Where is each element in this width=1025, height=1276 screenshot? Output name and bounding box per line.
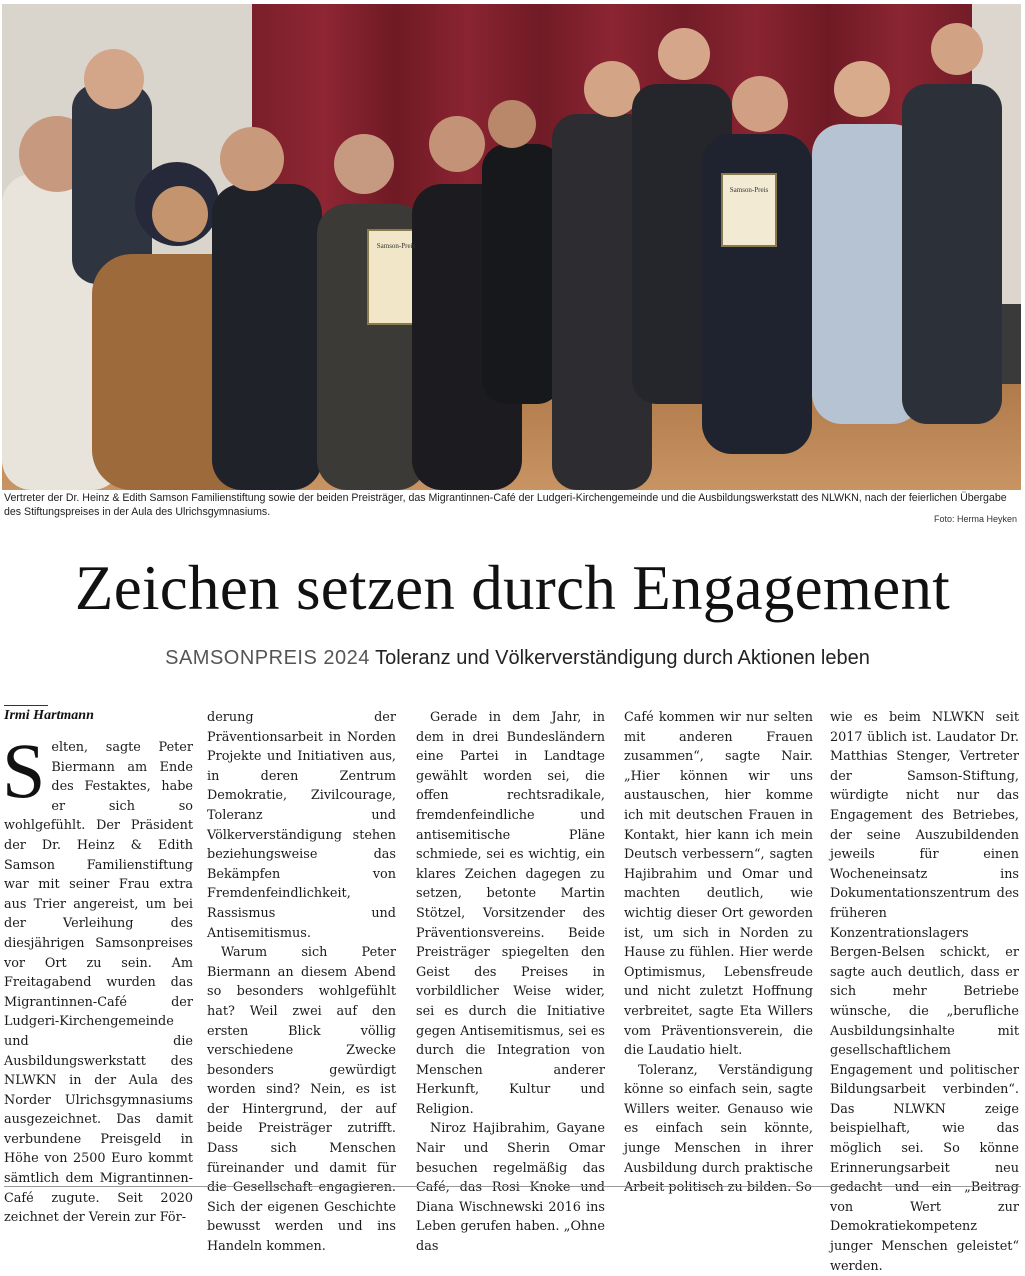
article-column-4 [624,708,813,1198]
byline-rule [4,705,48,706]
photo-credit: Foto: Herma Heyken [933,514,1017,524]
author-byline: Irmi Hartmann [4,708,94,723]
article-column-3 [416,708,605,1257]
kicker: SAMSONPREIS 2024 [165,647,370,669]
paragraph-text: elten, sagte Peter Biermann am Ende des Festaktes, habe er sich so wohlgefühlt. Der Präsident der Dr. Heinz & Edith Samson Familienstiftung war mit seiner Frau extra aus Trier angereist, um bei der Verleihung des diesjährigen Samsonpreises vor Ort zu sein. Am Freitagabend wurden das Migrantinnen-Café der Ludgeri-Kirchengemeinde und die Ausbildungswerkstatt des NLWKN in der Aula des Norder Ulrichsgymnasiums ausgezeichnet. Das damit verbundene Preisgeld in Höhe von 2500 Euro kommt sämtlich dem Migrantinnen-Café zugute. Seit 2020 zeichnet der Verein zur För- [4,740,193,1226]
article-headline: Zeichen setzen durch Engagement [74,553,951,623]
bottom-rule [4,1186,1021,1187]
certificate-label-left: Samson-Preis [376,242,416,250]
paragraph [2,727,193,1228]
article-column-2 [207,708,396,1257]
dropcap: S [2,727,46,814]
paragraph: Toleranz, Verständigung könne so einfach sein, sagte Willers weiter. Genauso wie es einfach sein könnte, junge Menschen in ihrer Ausbildung durch praktische Arbeit politisch zu bilden. So [624,1062,813,1196]
paragraph: derung der Präventionsarbeit in Norden Projekte und Initiativen aus, in deren Zentrum Demokratie, Zivilcourage, Toleranz und Völkerverständigung stehen beziehungsweise das Bekämpfen von Fremdenfeindlichkeit, Rassismus und Antisemitismus. [207,710,396,941]
certificate-label-right: Samson-Preis [729,186,769,194]
group-photo-illustration [2,4,1021,490]
paragraph: Niroz Hajibrahim, Gayane Nair und Sherin Omar besuchen regelmäßig das Café, das Rosi Knoke und Diana Wischnewski 2016 ins Leben gerufen haben. „Ohne das [416,1121,605,1255]
paragraph: Warum sich Peter Biermann an diesem Abend so besonders wohlgefühlt hat? Weil zwei auf den ersten Blick völlig verschiedene Zwecke besonders gewürdigt worden sind? Nein, es ist der Hintergrund, der auf beide Preisträger zutrifft. Dass sich Menschen füreinander und damit für die Gesellschaft engagieren. Sich der eigenen Geschichte bewusst werden und ins Handeln kommen. [207,945,396,1255]
article-column-1 [2,727,193,1228]
photo-caption: Vertreter der Dr. Heinz & Edith Samson Familienstiftung sowie der beiden Preisträger, das Migrantinnen-Café der Ludgeri-Kirchengemeinde und die Ausbildungswerkstatt des NLWKN, nach der feierlichen Übergabe des Stiftungspreises in der Aula des Ulrichsgymnasiums. [4,492,1007,518]
article-column-5 [830,708,1019,1276]
subheadline-text: Toleranz und Völkerverständigung durch Aktionen leben [375,647,870,669]
paragraph: wie es beim NLWKN seit 2017 üblich ist. Laudator Dr. Matthias Stenger, Vertreter der Samson-Stiftung, würdigte nicht nur das Engagement des Betriebes, der seine Auszubildenden jeweils für einen Wocheneinsatz ins Dokumentationszentrum des früheren Konzentrationslagers Bergen-Belsen schickt, er sagte auch deutlich, dass er sich mehr Betriebe wünsche, die „berufliche Ausbildungsinhalte mit gesellschaftlichem Engagement und politischer Bildungsarbeit verbinden“. Das NLWKN zeige beispielhaft, wie das möglich sei. So könne Erinnerungsarbeit neu gedacht und ein „Beitrag von Wert zur Demokratiekompetenz junger Menschen geleistet“ werden. [830,710,1019,1274]
article-subheadline [0,644,1025,672]
group-photo [2,4,1021,490]
paragraph: Gerade in dem Jahr, in dem in drei Bundesländern eine Partei in Landtage gewählt worden sei, die offen rechtsradikale, fremdenfeindliche und antisemitische Pläne schmiede, sei es wichtig, ein klares Zeichen dagegen zu setzen, betonte Martin Stötzel, Vorsitzender des Präventionsvereins. Beide Preisträger spiegelten den Geist des Preises in vorbildlicher Weise wider, sei es durch die Initiative gegen Antisemitismus, sei es durch die Integration von Menschen anderer Herkunft, Kultur und Religion. [416,710,605,1117]
paragraph: Café kommen wir nur selten mit anderen Frauen zusammen“, sagte Nair. „Hier können wir uns austauschen, hier komme ich mit deutschen Frauen in Kontakt, hier kann ich mein Deutsch verbessern“, sagten Hajibrahim und Omar und machten deutlich, wie wichtig dieser Ort geworden ist, um sich in Norden zu Hause zu fühlen. Hier werde Optimismus, Lebensfreude und nicht zuletzt Hoffnung verbreitet, sagte Eta Willers vom Präventionsverein, die die Laudatio hielt. [624,710,813,1059]
